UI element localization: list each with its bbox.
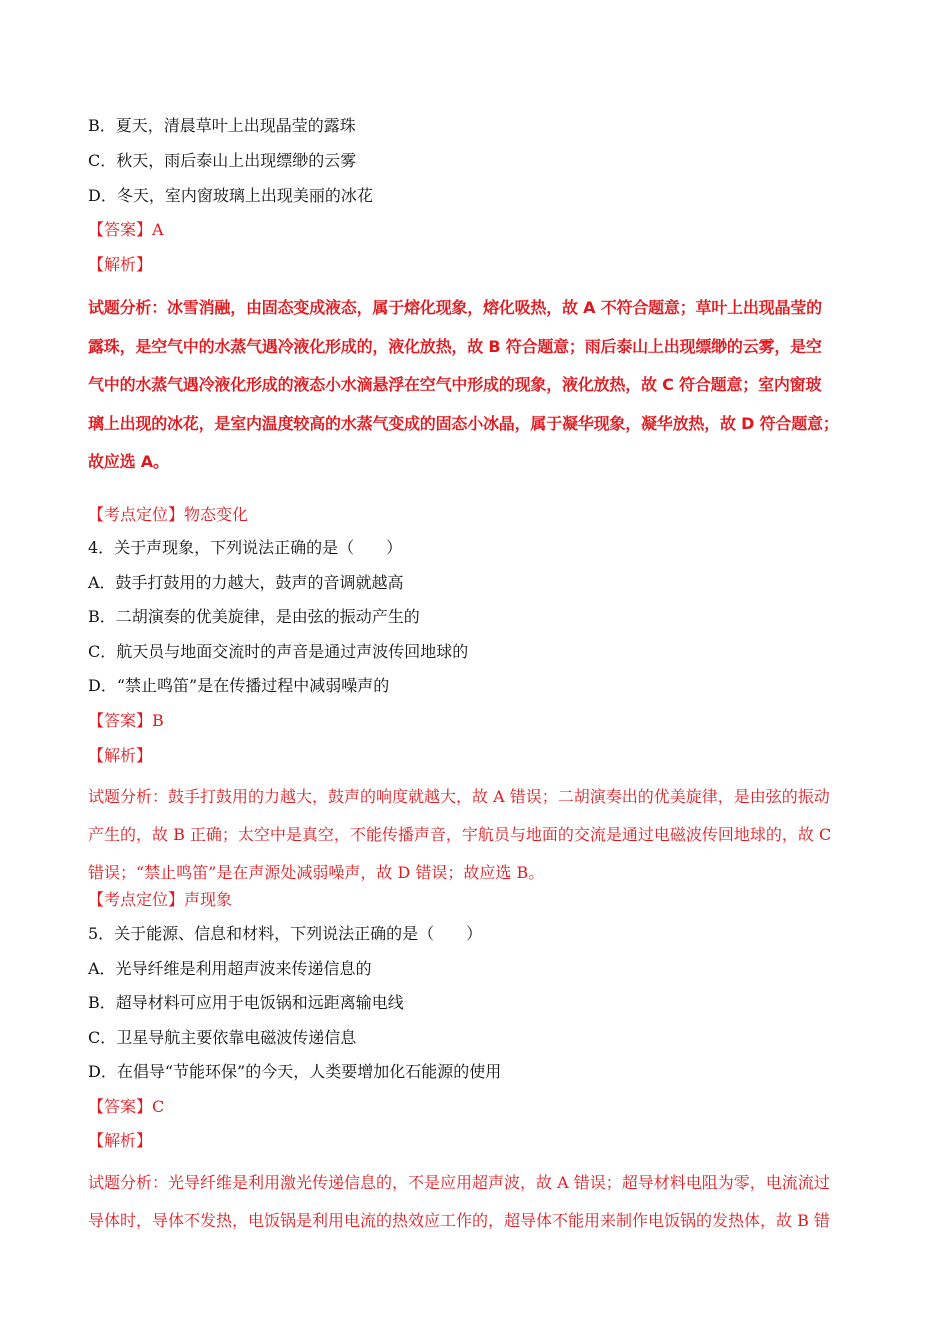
q4-option-b: B．二胡演奏的优美旋律，是由弦的振动产生的 [88, 607, 420, 626]
q5-option-a: A．光导纤维是利用超声波来传递信息的 [88, 959, 372, 978]
q5-stem: 5．关于能源、信息和材料，下列说法正确的是（ ） [88, 924, 483, 943]
q5-answer: 【答案】C [88, 1097, 165, 1116]
q3-analysis-label: 【解析】 [88, 255, 153, 274]
q5-analysis-line: 试题分析：光导纤维是利用激光传递信息的，不是应用超声波，故 A 错误；超导材料电阻为零，电流流过 [88, 1173, 830, 1192]
q3-option-b: B．夏天，清晨草叶上出现晶莹的露珠 [88, 116, 356, 135]
q3-option-d: D．冬天，室内窗玻璃上出现美丽的冰花 [88, 186, 373, 205]
q5-analysis-label: 【解析】 [88, 1131, 153, 1150]
q3-analysis [88, 289, 839, 482]
q5-option-d: D．在倡导“节能环保”的今天，人类要增加化石能源的使用 [88, 1062, 502, 1081]
q3-topic: 【考点定位】物态变化 [88, 505, 249, 524]
q4-analysis [88, 778, 831, 892]
q3-analysis-line: 气中的水蒸气遇冷液化形成的液态小水滴悬浮在空气中形成的现象，液化放热，故 C 符合题意；室内窗玻 [88, 375, 822, 394]
q4-analysis-label: 【解析】 [88, 746, 153, 765]
q4-option-d: D．“禁止鸣笛”是在传播过程中减弱噪声的 [88, 676, 390, 695]
q3-option-c: C．秋天，雨后泰山上出现缥缈的云雾 [88, 151, 357, 170]
q4-stem: 4．关于声现象，下列说法正确的是（ ） [88, 538, 403, 557]
q4-answer: 【答案】B [88, 711, 164, 730]
q3-analysis-line: 璃上出现的冰花，是室内温度较高的水蒸气变成的固态小冰晶，属于凝华现象，凝华放热，故 D 符合题意； [88, 413, 839, 433]
q5-option-b: B．超导材料可应用于电饭锅和远距离输电线 [88, 993, 404, 1012]
q4-analysis-line: 试题分析：鼓手打鼓用的力越大，鼓声的响度就越大，故 A 错误；二胡演奏出的优美旋律，是由弦的振动 [88, 787, 830, 806]
q3-analysis-line: 试题分析：冰雪消融，由固态变成液态，属于熔化现象，熔化吸热，故 A 不符合题意；草叶上出现晶莹的 [88, 298, 822, 317]
q3-analysis-line: 露珠，是空气中的水蒸气遇冷液化形成的，液化放热，故 B 符合题意；雨后泰山上出现缥缈的云雾，是空 [88, 336, 822, 356]
q5-analysis-line: 导体时，导体不发热，电饭锅是利用电流的热效应工作的，超导体不能用来制作电饭锅的发热体，故 B 错 [88, 1211, 830, 1230]
q4-topic: 【考点定位】声现象 [88, 890, 233, 909]
q4-analysis-line: 产生的，故 B 正确；太空中是真空，不能传播声音，宇航员与地面的交流是通过电磁波传回地球的，故 C [88, 825, 832, 844]
q4-option-a: A．鼓手打鼓用的力越大，鼓声的音调就越高 [88, 573, 404, 592]
q5-analysis [88, 1164, 830, 1240]
q3-analysis-line: 故应选 A。 [88, 452, 169, 471]
q5-option-c: C．卫星导航主要依靠电磁波传递信息 [88, 1028, 357, 1047]
q4-option-c: C．航天员与地面交流时的声音是通过声波传回地球的 [88, 642, 469, 661]
q4-analysis-line: 错误；“禁止鸣笛”是在声源处减弱噪声，故 D 错误；故应选 B。 [88, 863, 545, 882]
q3-answer: 【答案】A [88, 220, 164, 239]
